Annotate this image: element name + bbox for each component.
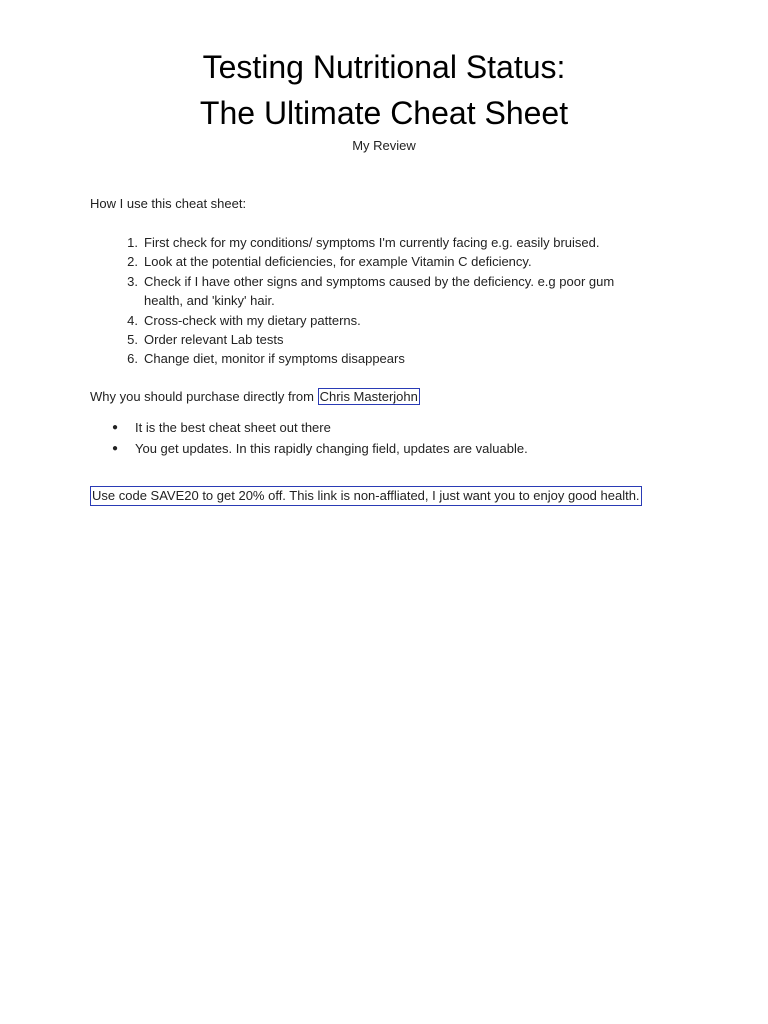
reasons-list: [90, 417, 528, 459]
list-item-number: 1.: [127, 235, 138, 250]
document-subtitle: My Review: [352, 138, 416, 153]
list-item: [90, 233, 650, 252]
promo-code-link[interactable]: Use code SAVE20 to get 20% off. This link is non-affliated, I just want you to enjoy good health.: [90, 486, 642, 506]
list-item: [90, 252, 650, 271]
document-title-line-1: Testing Nutritional Status:: [202, 49, 566, 85]
list-item-number: 3.: [127, 273, 138, 289]
list-item-number: 4.: [127, 312, 138, 328]
how-intro-text: How I use this cheat sheet:: [90, 196, 247, 211]
list-item-text: Check if I have other signs and symptoms caused by the deficiency. e.g poor gum health, and 'kinky' hair.: [144, 273, 615, 309]
list-item-text: Cross-check with my dietary patterns.: [144, 312, 361, 328]
list-item-text: Look at the potential deficiencies, for example Vitamin C deficiency.: [144, 254, 532, 270]
list-item-text: Order relevant Lab tests: [144, 332, 284, 348]
document-title-line-2: The Ultimate Cheat Sheet: [199, 95, 569, 131]
why-intro-paragraph: [90, 388, 420, 406]
list-item-text: Change diet, monitor if symptoms disappears: [144, 351, 405, 367]
list-item-text: First check for my conditions/ symptoms I'm currently facing e.g. easily bruised.: [144, 235, 600, 250]
list-item: [90, 417, 528, 438]
bullet-icon: ●: [112, 443, 119, 454]
why-intro-text: Why you should purchase directly from: [90, 389, 318, 404]
list-item: [90, 272, 650, 311]
list-item-number: 6.: [127, 351, 138, 367]
list-item-text: It is the best cheat sheet out there: [135, 420, 331, 435]
list-item: [90, 311, 650, 330]
list-item: [90, 349, 650, 368]
list-item-text: You get updates. In this rapidly changing field, updates are valuable.: [135, 441, 528, 456]
steps-list: [90, 233, 650, 369]
list-item-number: 2.: [127, 254, 138, 270]
list-item: [90, 438, 528, 459]
list-item: [90, 330, 650, 349]
bullet-icon: ●: [112, 422, 119, 433]
list-item-number: 5.: [127, 332, 138, 348]
author-link[interactable]: Chris Masterjohn: [319, 389, 418, 404]
